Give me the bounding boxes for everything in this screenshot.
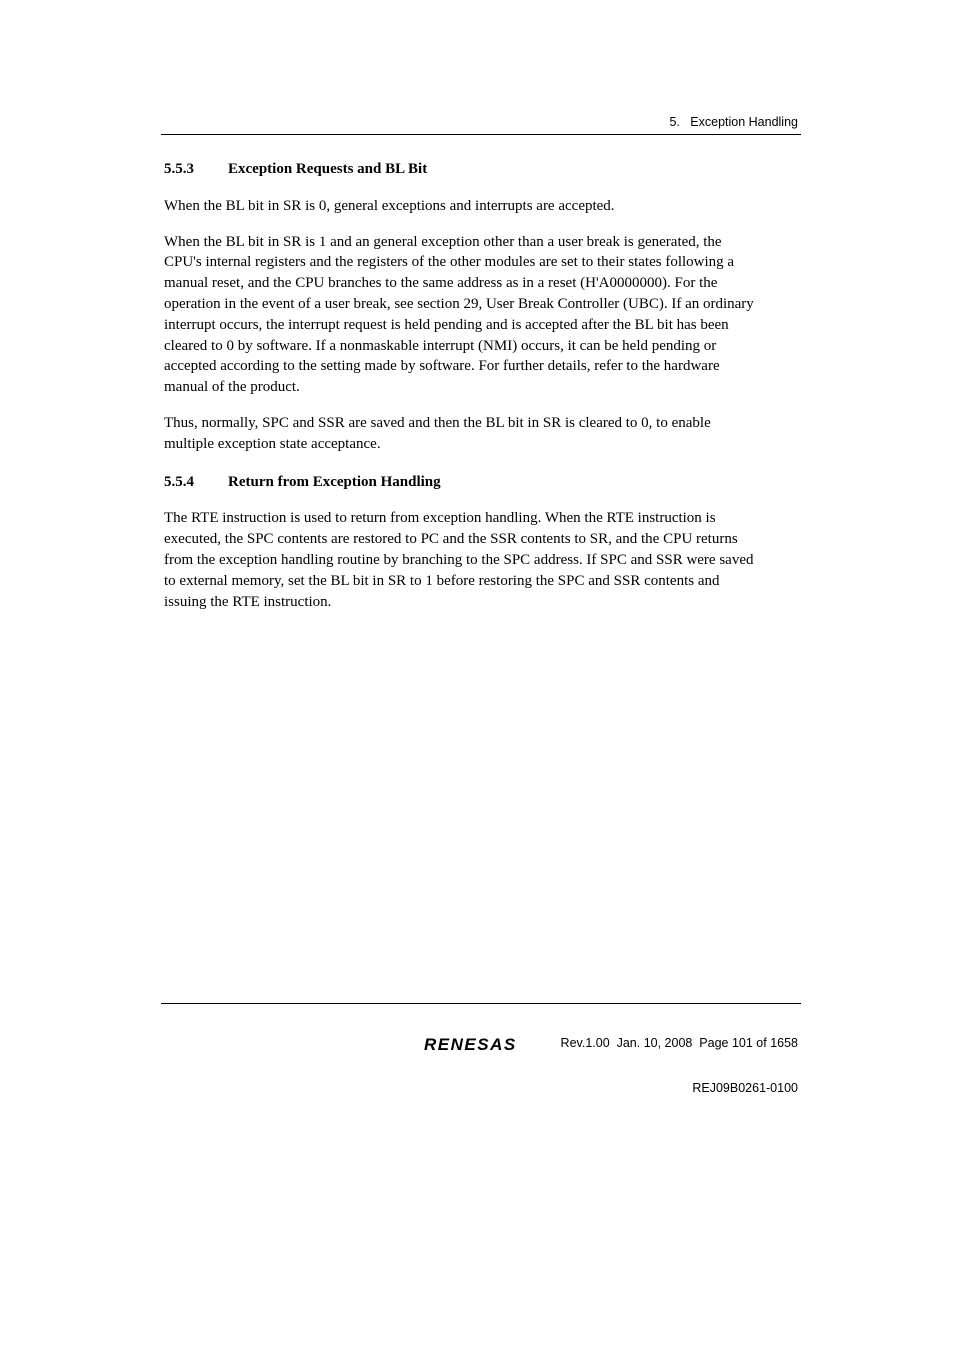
text-line: The RTE instruction is used to return from exception handling. When the RTE instruction is bbox=[164, 510, 716, 527]
section-title: Return from Exception Handling bbox=[228, 473, 441, 490]
text-line: accepted according to the setting made by software. For further details, refer to the hardware bbox=[164, 358, 720, 375]
paragraph bbox=[164, 508, 800, 612]
paragraph bbox=[164, 232, 800, 398]
header-rule bbox=[161, 134, 801, 135]
text-line: to external memory, set the BL bit in SR to 1 before restoring the SPC and SSR contents and bbox=[164, 572, 720, 589]
footer-rule bbox=[161, 1003, 801, 1004]
page-footer bbox=[561, 1006, 798, 1126]
section-heading bbox=[164, 159, 800, 180]
paragraph bbox=[164, 196, 800, 217]
paragraph bbox=[164, 413, 800, 455]
text-line: When the BL bit in SR is 0, general exceptions and interrupts are accepted. bbox=[164, 197, 615, 214]
text-line: CPU's internal registers and the registers of the other modules are set to their states following a bbox=[164, 254, 735, 271]
document-number: REJ09B0261-0100 bbox=[692, 1081, 798, 1095]
logo-wordmark: RENESAS bbox=[424, 1035, 517, 1054]
section-number: 5.5.3 bbox=[164, 161, 194, 177]
text-line: Thus, normally, SPC and SSR are saved and then the BL bit in SR is cleared to 0, to enable bbox=[164, 414, 711, 431]
text-line: from the exception handling routine by branching to the SPC address. If SPC and SSR were saved bbox=[164, 551, 754, 568]
text-line: cleared to 0 by software. If a nonmaskable interrupt (NMI) occurs, it can be held pending or bbox=[164, 337, 717, 354]
page-content bbox=[164, 159, 800, 627]
running-header: 5. Exception Handling bbox=[669, 115, 798, 129]
text-line: issuing the RTE instruction. bbox=[164, 593, 332, 610]
text-line: interrupt occurs, the interrupt request is held pending and is accepted after the BL bit has been bbox=[164, 316, 729, 333]
text-line: When the BL bit in SR is 1 and an general exception other than a user break is generated, the bbox=[164, 233, 722, 250]
section-title: Exception Requests and BL Bit bbox=[228, 161, 428, 177]
text-line: manual reset, and the CPU branches to the same address as in a reset (H'A0000000). For the bbox=[164, 275, 718, 292]
renesas-logo bbox=[422, 1034, 540, 1054]
revision-info: Rev.1.00 Jan. 10, 2008 Page 101 of 1658 bbox=[560, 1036, 798, 1050]
text-line: operation in the event of a user break, see section 29, User Break Controller (UBC). If an ordinary bbox=[164, 295, 754, 312]
text-line: multiple exception state acceptance. bbox=[164, 435, 381, 452]
text-line: executed, the SPC contents are restored to PC and the SSR contents to SR, and the CPU returns bbox=[164, 531, 738, 548]
section-number: 5.5.4 bbox=[164, 473, 194, 490]
section-heading bbox=[164, 472, 800, 493]
text-line: manual of the product. bbox=[164, 379, 300, 396]
